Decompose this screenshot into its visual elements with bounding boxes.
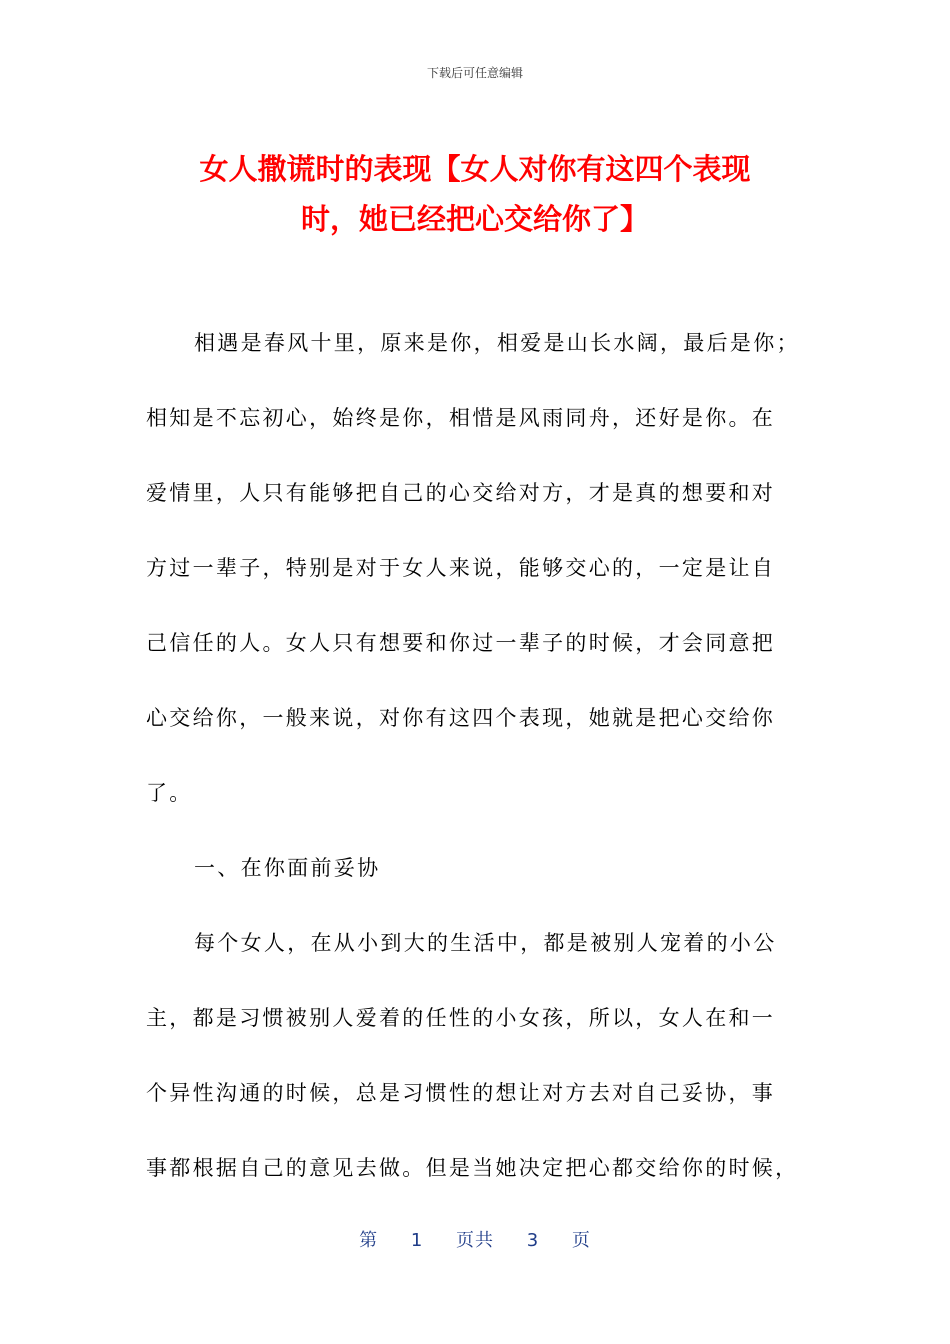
document-title [145,144,805,244]
body-line: 心交给你，一般来说，对你有这四个表现，她就是把心交给你 [146,706,776,730]
page-footer [0,1226,950,1252]
body-line: 事都根据自己的意见去做。但是当她决定把心都交给你的时候， [146,1156,799,1180]
footer-suffix: 页 [571,1230,591,1251]
body-line: 每个女人，在从小到大的生活中，都是被别人宠着的小公 [194,931,777,955]
footer-page-number: 1 [410,1230,424,1251]
body-line: 了。 [146,781,193,805]
header-note: 下载后可任意编辑 [426,66,523,80]
title-line-2: 时，她已经把心交给你了】 [300,202,649,236]
footer-prefix: 第 [359,1230,379,1251]
body-line: 方过一辈子，特别是对于女人来说，能够交心的，一定是让自 [146,556,776,580]
body-line: 相遇是春风十里，原来是你，相爱是山长水阔，最后是你； [194,331,800,355]
title-line-1: 女人撒谎时的表现【女人对你有这四个表现 [199,152,751,186]
body-line: 相知是不忘初心，始终是你，相惜是风雨同舟，还好是你。在 [146,406,776,430]
document-body [146,321,806,1221]
body-line: 个异性沟通的时候，总是习惯性的想让对方去对自己妥协，事 [146,1081,776,1105]
body-line: 己信任的人。女人只有想要和你过一辈子的时候，才会同意把 [146,631,776,655]
body-line: 主，都是习惯被别人爱着的任性的小女孩，所以，女人在和一 [146,1006,776,1030]
footer-total-pages: 3 [526,1230,540,1251]
body-line: 爱情里，人只有能够把自己的心交给对方，才是真的想要和对 [146,481,776,505]
section-heading: 一、在你面前妥协 [194,856,381,880]
footer-middle: 页共 [456,1230,494,1251]
